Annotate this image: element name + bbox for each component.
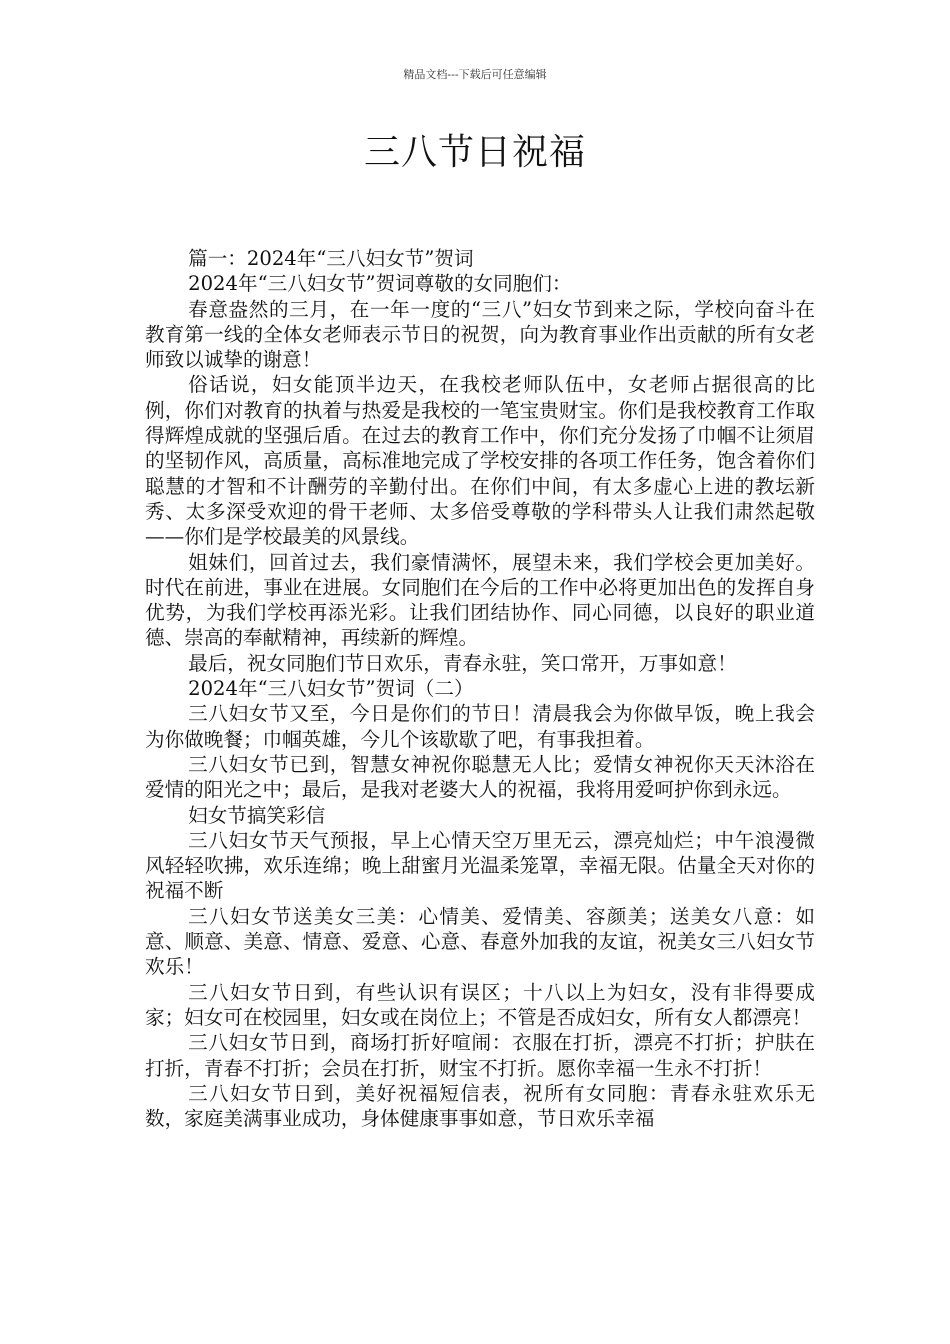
paragraph: 三八妇女节已到，智慧女神祝你聪慧无人比；爱情女神祝你天天沐浴在爱情的阳光之中；最后，是我对老婆大人的祝福，我将用爱呵护你到永远。 — [145, 752, 815, 802]
document-title: 三八节日祝福 — [363, 132, 586, 173]
paragraph: 最后，祝女同胞们节日欢乐，青春永驻，笑口常开，万事如意！ — [188, 651, 737, 675]
document-body — [145, 246, 815, 1131]
paragraph: 俗话说，妇女能顶半边天，在我校老师队伍中，女老师占据很高的比例，你们对教育的执着与热爱是我校的一笔宝贵财宝。你们是我校教育工作取得辉煌成就的坚强后盾。在过去的教育工作中，你们充分发扬了巾帼不让须眉的坚韧作风，高质量，高标准地完成了学校安排的各项工作任务，饱含着你们聪慧的才智和不计酬劳的辛勤付出。在你们中间，有太多虚心上进的教坛新秀、太多深受欢迎的骨干老师、太多倍受尊敬的学科带头人让我们肃然起敬——你们是学校最美的风景线。 — [145, 373, 815, 549]
paragraph: 三八妇女节日到，有些认识有误区；十八以上为妇女，没有非得要成家；妇女可在校园里，妇女或在岗位上；不管是否成妇女，所有女人都漂亮！ — [145, 980, 815, 1029]
paragraph: 三八妇女节又至，今日是你们的节日！清晨我会为你做早饭，晚上我会为你做晚餐；巾帼英雄，今儿个该歇歇了吧，有事我担着。 — [145, 702, 815, 751]
header-note: 精品文档---下载后可任意编辑 — [403, 68, 547, 81]
paragraph: 2024年“三八妇女节”贺词（二） — [188, 677, 474, 701]
paragraph: 2024年“三八妇女节”贺词尊敬的女同胞们： — [188, 272, 572, 296]
paragraph: 三八妇女节天气预报，早上心情天空万里无云，漂亮灿烂；中午浪漫微风轻轻吹拂，欢乐连绵；晚上甜蜜月光温柔笼罩，幸福无限。估量全天对你的祝福不断 — [145, 828, 815, 903]
paragraph: 三八妇女节日到，商场打折好喧闹：衣服在打折，漂亮不打折；护肤在打折，青春不打折；会员在打折，财宝不打折。愿你幸福一生永不打折！ — [145, 1031, 815, 1080]
paragraph: 三八妇女节日到，美好祝福短信表，祝所有女同胞：青春永驻欢乐无数，家庭美满事业成功，身体健康事事如意，节日欢乐幸福 — [145, 1081, 815, 1131]
paragraph: 姐妹们，回首过去，我们豪情满怀，展望未来，我们学校会更加美好。时代在前进，事业在进展。女同胞们在今后的工作中必将更加出色的发挥自身优势，为我们学校再添光彩。让我们团结协作、同心同德，以良好的职业道德、崇高的奉献精神，再续新的辉煌。 — [145, 550, 815, 650]
paragraph: 三八妇女节送美女三美：心情美、爱情美、容颜美；送美女八意：如意、顺意、美意、情意、爱意、心意、春意外加我的友谊，祝美女三八妇女节欢乐！ — [145, 904, 815, 979]
paragraph: 妇女节搞笑彩信 — [188, 803, 326, 827]
paragraph: 篇一：2024年“三八妇女节”贺词 — [188, 247, 474, 270]
paragraph: 春意盎然的三月，在一年一度的“三八”妇女节到来之际，学校向奋斗在教育第一线的全体女老师表示节日的祝贺，向为教育事业作出贡献的所有女老师致以诚挚的谢意！ — [145, 297, 815, 372]
